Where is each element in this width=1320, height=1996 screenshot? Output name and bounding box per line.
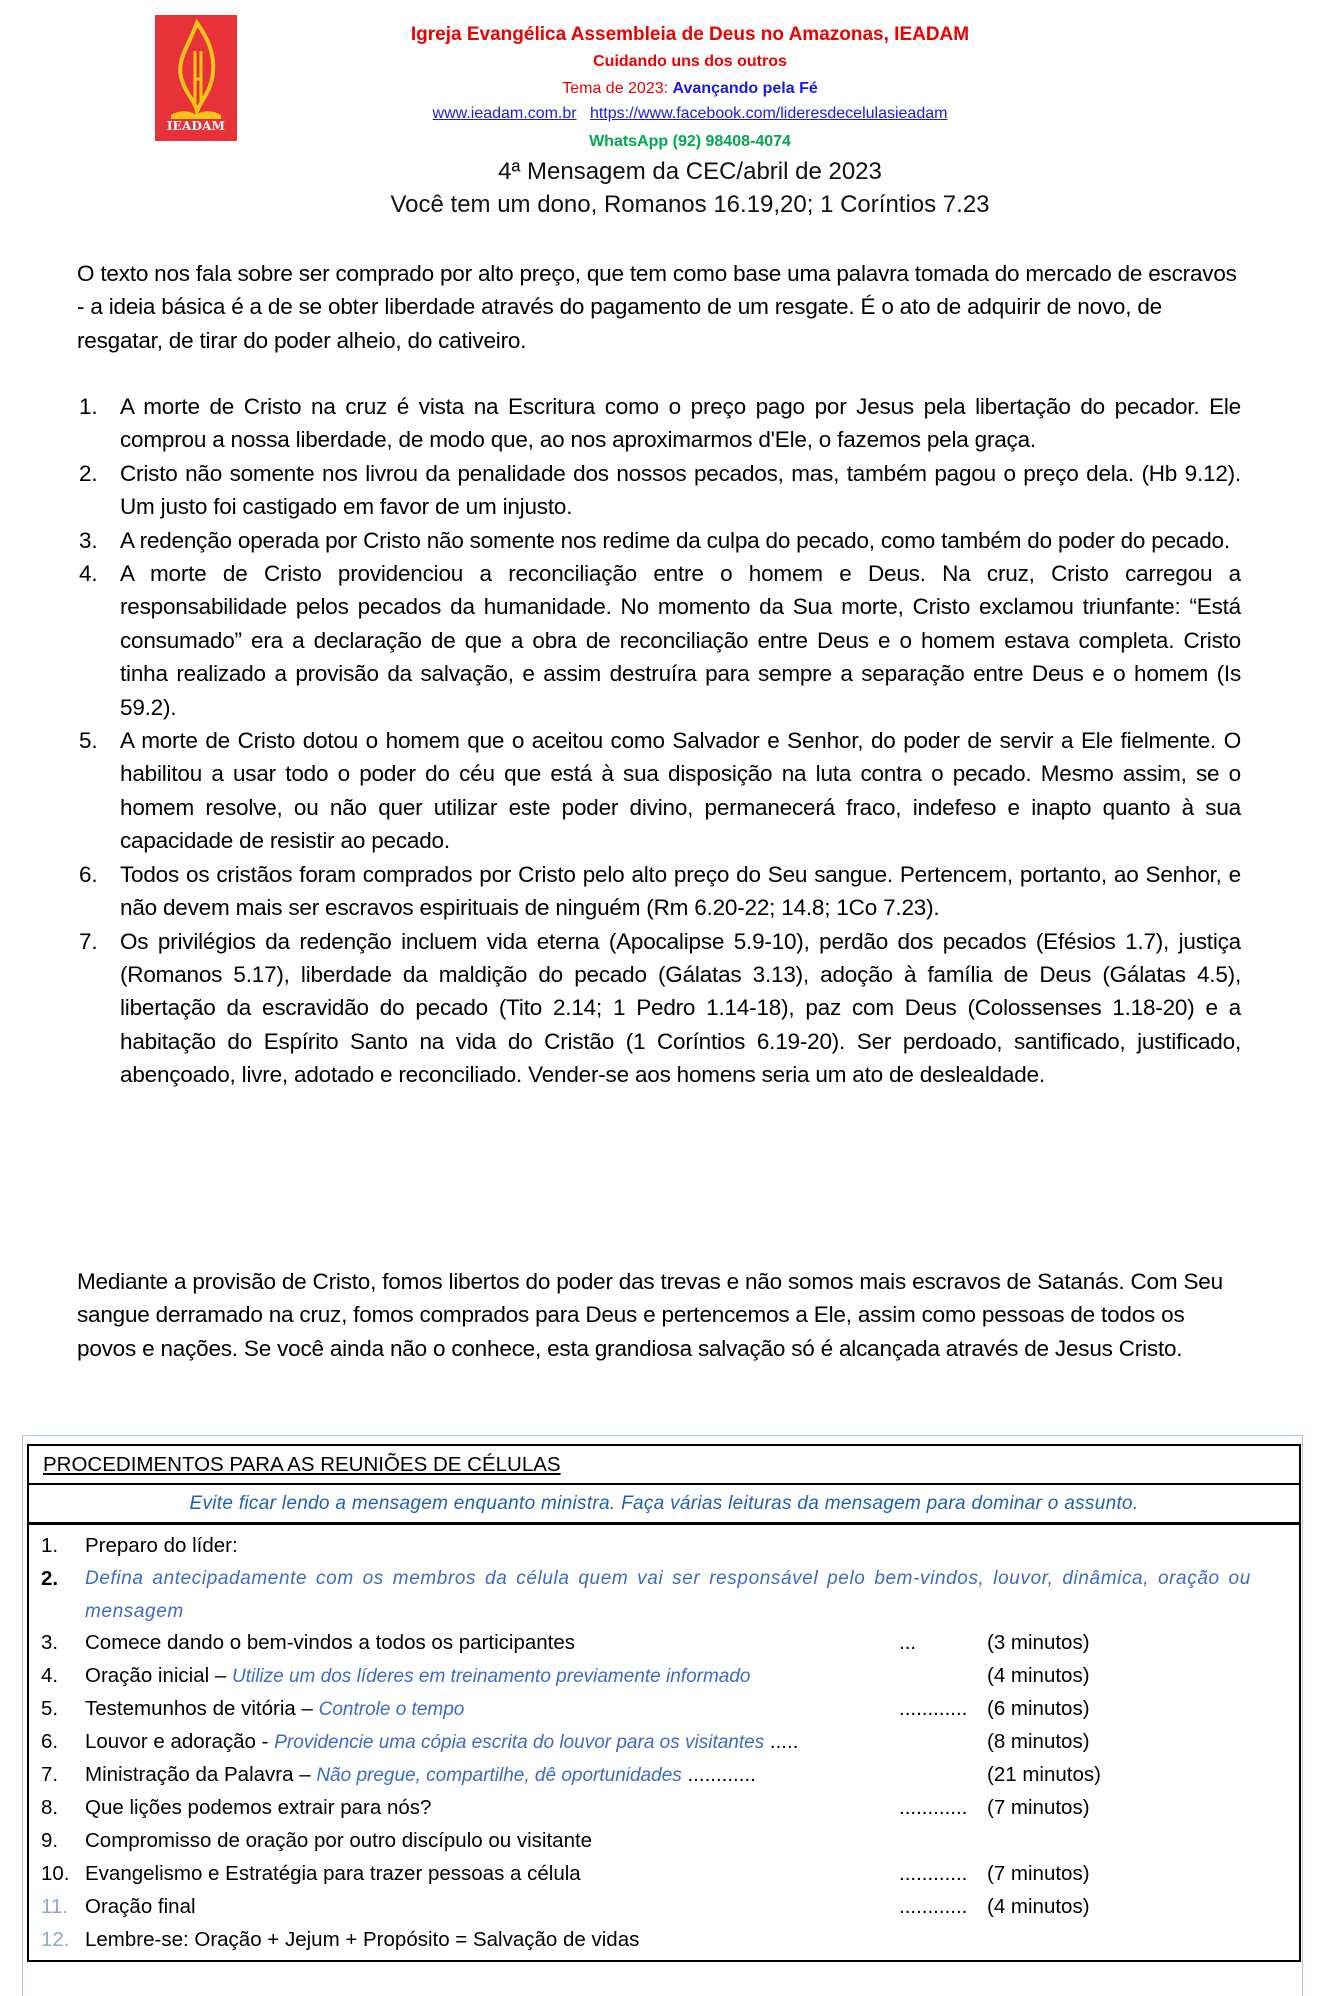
row-text <box>85 1562 1285 1628</box>
item-number: 3. <box>79 527 98 553</box>
procedure-row <box>29 1791 1299 1824</box>
facebook-link[interactable]: https://www.facebook.com/lideresdecelulasieadam <box>589 105 948 122</box>
procedure-row <box>29 1529 1299 1562</box>
whatsapp-contact: WhatsApp (92) 98408-4074 <box>589 133 791 150</box>
list-item <box>77 390 1241 457</box>
row-minutes: (21 minutos) <box>987 1763 1101 1786</box>
row-number: 10. <box>41 1862 70 1885</box>
row-dots: ............ <box>899 1697 968 1720</box>
list-item <box>77 925 1241 1092</box>
logo-text: IEADAM <box>166 119 226 133</box>
item-text: A morte de Cristo na cruz é vista na Escritura como o preço pago por Jesus pela libertação do pecador. Ele comprou a nossa liberdade, de modo que, ao nos aproximarmos d'Ele, o fazemos pela graça. <box>120 394 1241 453</box>
row-note: Não pregue, compartilhe, dê oportunidades <box>316 1765 682 1786</box>
procedure-row <box>29 1626 1299 1659</box>
item-number: 7. <box>79 928 98 954</box>
item-text: Os privilégios da redenção incluem vida eterna (Apocalipse 5.9-10), perdão dos pecados (Efésios 1.7), justiça (Romanos 5.17), liberdade da maldição do pecado (Gálatas 3.13), adoção à família de Deus (Gálatas 4.5), libertação da escravidão do pecado (Tito 2.14; 1 Pedro 1.14-18), paz com Deus (Colossenses 1.18-20) e a habitação do Espírito Santo na vida do Cristão (1 Coríntios 6.19-20). Ser perdoado, santificado, justificado, abençoado, livre, adotado e reconciliado. Vender-se aos homens seria um ato de deslealdade. <box>120 928 1241 1088</box>
item-text: A morte de Cristo dotou o homem que o aceitou como Salvador e Senhor, do poder de servir a Ele fielmente. O habilitou a usar todo o poder do céu que está à sua disposição na luta contra o pecado. Mesmo assim, se o homem resolve, ou não quer utilizar este poder divino, permanecerá fraco, indefeso e inapto quanto à sua capacidade de resistir ao pecado. <box>120 728 1241 854</box>
row-number: 2. <box>41 1567 59 1590</box>
list-item <box>77 858 1241 925</box>
item-number: 5. <box>79 728 98 754</box>
item-number: 2. <box>79 460 98 486</box>
row-text: Ministração da Palavra – Não pregue, compartilhe, dê oportunidades ............ <box>85 1763 756 1786</box>
row-note: Utilize um dos líderes em treinamento previamente informado <box>231 1666 751 1687</box>
row-number: 5. <box>41 1697 59 1720</box>
row-number: 4. <box>41 1664 59 1687</box>
points-list <box>77 390 1241 1092</box>
item-number: 1. <box>79 394 98 419</box>
row-text: Oração inicial – Utilize um dos líderes em treinamento previamente informado <box>85 1664 751 1687</box>
row-dots: ............ <box>899 1796 968 1819</box>
row-text: Que lições podemos extrair para nós? <box>85 1796 432 1819</box>
procedures-title: PROCEDIMENTOS PARA AS REUNIÕES DE CÉLULAS <box>43 1453 561 1476</box>
row-number: 1. <box>41 1534 59 1557</box>
row-minutes: (6 minutos) <box>987 1697 1090 1720</box>
row-minutes: (4 minutos) <box>987 1895 1090 1918</box>
row-text: Oração final <box>85 1895 196 1918</box>
verse-title: Você tem um dono, Romanos 16.19,20; 1 Coríntios 7.23 <box>390 191 990 218</box>
row-text: Compromisso de oração por outro discípulo ou visitante <box>85 1829 593 1852</box>
procedure-row <box>29 1758 1299 1791</box>
item-text: Todos os cristãos foram comprados por Cristo pelo alto preço do Seu sangue. Pertencem, portanto, ao Senhor, e não devem mais ser escravos espirituais de ninguém (Rm 6.20-22; 14.8; 1Co 7.23). <box>120 861 1241 921</box>
row-text: Testemunhos de vitória – Controle o tempo <box>85 1697 465 1720</box>
row-note: Defina antecipadamente com os membros da célula quem vai ser responsável pelo bem-vindos, louvor, dinâmica, oração ou mensagem <box>85 1568 1251 1622</box>
ieadam-logo <box>155 15 237 141</box>
row-number: 8. <box>41 1796 59 1819</box>
row-number: 7. <box>41 1763 59 1786</box>
procedure-row <box>29 1725 1299 1758</box>
row-text: Louvor e adoração - Providencie uma cópia escrita do louvor para os visitantes ..... <box>85 1730 799 1753</box>
row-minutes: (7 minutos) <box>987 1796 1090 1819</box>
row-dots: ............ <box>899 1862 968 1885</box>
item-text: Cristo não somente nos livrou da penalidade dos nossos pecados, mas, também pagou o preço dela. (Hb 9.12). Um justo foi castigado em favor de um injusto. <box>120 460 1241 520</box>
list-item <box>77 457 1241 524</box>
theme-line <box>300 80 1080 98</box>
org-name: Igreja Evangélica Assembleia de Deus no Amazonas, IEADAM <box>410 24 970 45</box>
message-title: 4ª Mensagem da CEC/abril de 2023 <box>498 158 882 185</box>
item-text: A morte de Cristo providenciou a reconciliação entre o homem e Deus. Na cruz, Cristo carregou a responsabilidade pelos pecados da humanidade. No momento da Sua morte, Cristo exclamou triunfante: “Está consumado” era a declaração de que a obra de reconciliação entre Deus e o homem estava completa. Cristo tinha realizado a provisão da salvação, e assim destruíra para sempre a separação entre Deus e o homem (Is 59.2). <box>120 561 1241 720</box>
row-number: 9. <box>41 1829 59 1852</box>
procedure-row <box>29 1692 1299 1725</box>
procedures-tip: Evite ficar lendo a mensagem enquanto ministra. Faça várias leituras da mensagem para dominar o assunto. <box>29 1485 1299 1525</box>
row-text: Preparo do líder: <box>85 1534 238 1557</box>
row-number: 12. <box>41 1928 70 1951</box>
item-number: 4. <box>79 561 98 587</box>
row-minutes: (8 minutos) <box>987 1730 1090 1753</box>
motto: Cuidando uns dos outros <box>593 53 787 70</box>
list-item <box>77 724 1241 858</box>
procedures-header <box>29 1446 1299 1485</box>
procedure-row <box>29 1562 1299 1626</box>
site-link[interactable]: www.ieadam.com.br <box>432 105 577 122</box>
row-number: 6. <box>41 1730 59 1753</box>
closing-paragraph: Mediante a provisão de Cristo, fomos libertos do poder das trevas e não somos mais escravos de Satanás. Com Seu sangue derramado na cruz, fomos comprados para Deus e pertencemos a Ele, assim como pessoas de todos os povos e nações. Se você ainda não o conhece, esta grandiosa salvação só é alcançada através de Jesus Cristo. <box>77 1269 1223 1361</box>
row-text: Evangelismo e Estratégia para trazer pessoas a célula <box>85 1862 581 1885</box>
row-note: Providencie uma cópia escrita do louvor para os visitantes <box>274 1732 765 1753</box>
procedures-table <box>27 1444 1301 1962</box>
procedure-row <box>29 1890 1299 1923</box>
list-item <box>77 557 1241 724</box>
row-dots: ... <box>899 1631 917 1654</box>
row-text: Comece dando o bem-vindos a todos os participantes <box>85 1631 576 1654</box>
theme-label: Tema de 2023: <box>562 80 669 97</box>
list-item <box>77 524 1241 557</box>
row-text: Lembre-se: Oração + Jejum + Propósito = Salvação de vidas <box>85 1928 640 1951</box>
procedure-row <box>29 1824 1299 1857</box>
procedure-row <box>29 1659 1299 1692</box>
procedure-row <box>29 1923 1299 1956</box>
row-minutes: (7 minutos) <box>987 1862 1090 1885</box>
row-number: 3. <box>41 1631 59 1654</box>
row-dots: ............ <box>899 1895 968 1918</box>
item-number: 6. <box>79 861 98 887</box>
row-number: 11. <box>41 1895 68 1918</box>
item-text: A redenção operada por Cristo não somente nos redime da culpa do pecado, como também do poder do pecado. <box>120 527 1230 553</box>
procedure-row <box>29 1857 1299 1890</box>
row-note: Controle o tempo <box>318 1699 465 1720</box>
row-minutes: (3 minutos) <box>987 1631 1090 1654</box>
intro-paragraph: O texto nos fala sobre ser comprado por alto preço, que tem como base uma palavra tomada do mercado de escravos - a ideia básica é a de se obter liberdade através do pagamento de um resgate. É o ato de adquirir de novo, de resgatar, de tirar do poder alheio, do cativeiro. <box>77 261 1237 353</box>
procedures-list <box>29 1525 1299 1960</box>
theme-value: Avançando pela Fé <box>672 80 818 97</box>
row-minutes: (4 minutos) <box>987 1664 1090 1687</box>
links-line <box>300 105 1080 123</box>
